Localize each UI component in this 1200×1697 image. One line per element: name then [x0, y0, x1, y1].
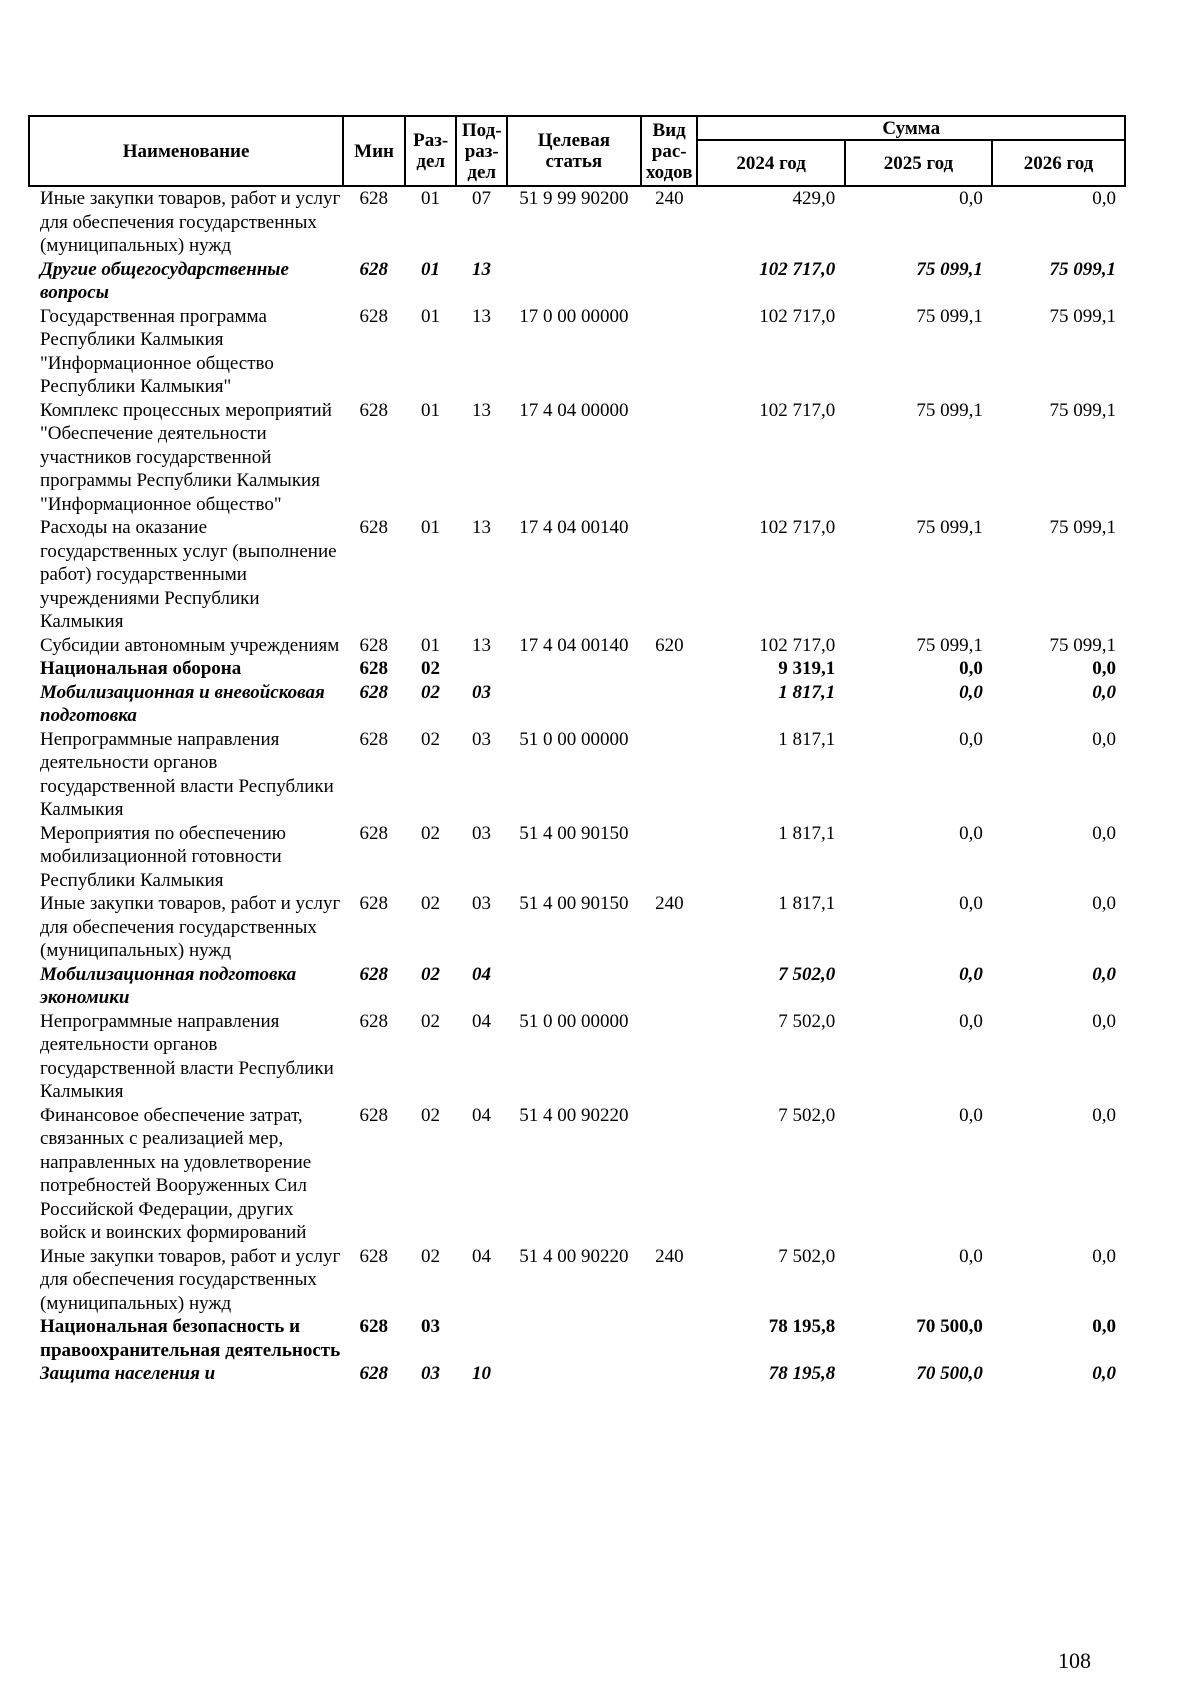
- row-min: 628: [359, 728, 388, 750]
- row-2025: 0,0: [959, 893, 983, 914]
- row-2024: 7 502,0: [778, 1104, 836, 1126]
- row-2026: 0,0: [1092, 188, 1116, 209]
- row-vid: [641, 963, 698, 1010]
- row-target: 51 4 00 90220: [519, 1104, 629, 1126]
- row-2025: 75 099,1: [916, 258, 983, 280]
- row-vid: [641, 1362, 698, 1386]
- row-2026: 0,0: [1092, 1363, 1116, 1384]
- row-target: 51 0 00 00000: [519, 728, 629, 750]
- row-2025: 0,0: [959, 728, 983, 750]
- row-2026: 75 099,1: [1049, 517, 1116, 538]
- row-min: 628: [359, 1010, 388, 1032]
- row-2026: 0,0: [1092, 658, 1116, 679]
- header-sum: Сумма: [697, 116, 1125, 140]
- header-target: Целевая статья: [507, 116, 641, 186]
- row-vid: [641, 681, 698, 728]
- row-min: 628: [359, 1245, 388, 1267]
- row-name: Мероприятия по обеспечению мобилизационной готовности Республики Калмыкия: [40, 822, 286, 891]
- row-min: 628: [359, 681, 388, 703]
- row-name: Расходы на оказание государственных услуг (выполнение работ) государственными учреждениями Республики Калмыкия: [40, 517, 337, 632]
- row-2025: 0,0: [959, 188, 983, 209]
- table-row: [28, 399, 1126, 517]
- row-2024: 102 717,0: [759, 399, 836, 421]
- row-target: 17 4 04 00000: [519, 399, 629, 421]
- row-target: 51 4 00 90220: [519, 1245, 629, 1267]
- row-min: 628: [359, 658, 388, 679]
- table-row: [28, 681, 1126, 728]
- row-2024: 7 502,0: [778, 1245, 836, 1267]
- table-row: [28, 305, 1126, 399]
- row-2025: 75 099,1: [916, 634, 983, 656]
- row-podrazdel: 13: [472, 258, 492, 280]
- row-min: 628: [359, 188, 388, 209]
- row-2025: 0,0: [959, 963, 983, 985]
- row-razdel: 02: [420, 728, 440, 750]
- row-podrazdel: [456, 1315, 507, 1362]
- row-vid: [641, 258, 698, 305]
- row-2024: 9 319,1: [778, 658, 836, 679]
- table-row: [28, 1104, 1126, 1245]
- row-2026: 75 099,1: [1049, 258, 1116, 280]
- row-2025: 0,0: [959, 1245, 983, 1267]
- row-min: 628: [359, 258, 388, 280]
- row-name: Иные закупки товаров, работ и услуг для обеспечения государственных (муниципальных) нужд: [40, 1245, 341, 1314]
- row-2024: 1 817,1: [778, 822, 836, 844]
- row-2024: 1 817,1: [778, 728, 836, 750]
- row-name: Субсидии автономным учреждениям: [40, 634, 340, 656]
- header-vid: Вид рас- ходов: [641, 116, 698, 186]
- row-vid: [641, 1104, 698, 1245]
- table-header: [28, 115, 1126, 187]
- header-year-2025: 2025 год: [845, 140, 992, 186]
- row-2024: 7 502,0: [778, 1010, 836, 1032]
- row-razdel: 01: [420, 258, 440, 280]
- header-podrazdel: Под- раз- дел: [456, 116, 506, 186]
- row-podrazdel: 04: [472, 963, 492, 985]
- table-row: [28, 1362, 1126, 1386]
- row-2025: 75 099,1: [916, 305, 983, 327]
- row-razdel: 01: [420, 634, 440, 656]
- row-2025: 70 500,0: [916, 1363, 983, 1384]
- row-name: Иные закупки товаров, работ и услуг для обеспечения государственных (муниципальных) нужд: [40, 893, 341, 961]
- row-2026: 0,0: [1092, 1245, 1116, 1267]
- row-min: 628: [359, 1316, 388, 1337]
- row-target: [507, 258, 641, 305]
- row-target: 17 0 00 00000: [519, 305, 629, 327]
- row-2024: 102 717,0: [759, 517, 836, 538]
- table-row: [28, 728, 1126, 822]
- row-razdel: 02: [420, 1104, 440, 1126]
- row-vid: [641, 822, 698, 893]
- row-vid: [641, 516, 698, 634]
- row-razdel: 01: [420, 517, 440, 538]
- row-2024: 102 717,0: [759, 258, 836, 280]
- row-2024: 429,0: [792, 188, 836, 209]
- header-year-2026: 2026 год: [992, 140, 1125, 186]
- row-podrazdel: 10: [472, 1363, 492, 1384]
- row-2024: 1 817,1: [778, 681, 836, 703]
- row-razdel: 02: [420, 658, 440, 679]
- row-target: [507, 1362, 641, 1386]
- row-vid: [641, 728, 698, 822]
- row-podrazdel: 03: [472, 728, 492, 750]
- table-row: [28, 822, 1126, 893]
- row-2025: 0,0: [959, 1010, 983, 1032]
- row-2024: 7 502,0: [778, 963, 836, 985]
- row-name: Мобилизационная и вневойсковая подготовка: [40, 681, 325, 726]
- row-2026: 0,0: [1092, 1104, 1116, 1126]
- row-name: Финансовое обеспечение затрат, связанных с реализацией мер, направленных на удовлетворение потребностей Вооруженных Сил Российской Федерации, других войск и воинских формирований: [40, 1104, 312, 1243]
- row-2024: 1 817,1: [778, 893, 836, 914]
- row-min: 628: [359, 399, 388, 421]
- row-name: Национальная безопасность и правоохранительная деятельность: [40, 1316, 341, 1361]
- row-name: Непрограммные направления деятельности органов государственной власти Республики Калмыкия: [40, 728, 334, 820]
- table-row: [28, 892, 1126, 963]
- row-razdel: 03: [420, 1316, 440, 1337]
- row-2025: 70 500,0: [916, 1316, 983, 1337]
- row-vid: 240: [655, 893, 684, 914]
- row-podrazdel: 04: [472, 1010, 492, 1032]
- row-razdel: 02: [420, 893, 440, 914]
- row-name: Комплекс процессных мероприятий "Обеспечение деятельности участников государственной программы Республики Калмыкия "Информационное общество": [40, 399, 332, 515]
- row-min: 628: [359, 634, 388, 656]
- row-min: 628: [359, 893, 388, 914]
- row-2026: 0,0: [1092, 681, 1116, 703]
- row-name: Мобилизационная подготовка экономики: [40, 963, 297, 1008]
- row-target: 51 4 00 90150: [519, 893, 629, 914]
- row-name: Иные закупки товаров, работ и услуг для обеспечения государственных (муниципальных) нужд: [40, 188, 341, 256]
- row-2026: 0,0: [1092, 1010, 1116, 1032]
- row-2025: 75 099,1: [916, 399, 983, 421]
- table-row: [28, 963, 1126, 1010]
- table-body: [28, 187, 1126, 1386]
- row-vid: [641, 399, 698, 517]
- row-2026: 75 099,1: [1049, 634, 1116, 656]
- row-target: 51 9 99 90200: [519, 188, 629, 209]
- row-podrazdel: [456, 657, 507, 681]
- row-razdel: 02: [420, 681, 440, 703]
- row-vid: [641, 305, 698, 399]
- row-2026: 0,0: [1092, 893, 1116, 914]
- header-year-2024: 2024 год: [697, 140, 844, 186]
- row-vid: [641, 1315, 698, 1362]
- table-row: [28, 1245, 1126, 1316]
- row-podrazdel: 13: [472, 517, 492, 538]
- row-2025: 0,0: [959, 658, 983, 679]
- row-target: [507, 657, 641, 681]
- row-vid: 620: [655, 634, 684, 656]
- row-min: 628: [359, 1363, 388, 1384]
- row-razdel: 01: [420, 399, 440, 421]
- row-target: [507, 963, 641, 1010]
- row-2024: 102 717,0: [759, 634, 836, 656]
- header-name: Наименование: [29, 116, 343, 186]
- row-name: Национальная оборона: [40, 658, 242, 679]
- row-2025: 0,0: [959, 1104, 983, 1126]
- row-target: [507, 1315, 641, 1362]
- row-podrazdel: 13: [472, 634, 492, 656]
- header-min: Мин: [343, 116, 405, 186]
- table-row: [28, 657, 1126, 681]
- row-razdel: 02: [420, 963, 440, 985]
- row-podrazdel: 03: [472, 822, 492, 844]
- table-row: [28, 634, 1126, 658]
- row-podrazdel: 04: [472, 1245, 492, 1267]
- row-razdel: 01: [420, 305, 440, 327]
- row-podrazdel: 13: [472, 305, 492, 327]
- row-min: 628: [359, 963, 388, 985]
- row-podrazdel: 04: [472, 1104, 492, 1126]
- table-row: [28, 187, 1126, 258]
- row-2026: 0,0: [1092, 1316, 1116, 1337]
- row-vid: [641, 657, 698, 681]
- table-row: [28, 258, 1126, 305]
- table-row: [28, 1315, 1126, 1362]
- row-target: 51 4 00 90150: [519, 822, 629, 844]
- table-row: [28, 1010, 1126, 1104]
- row-podrazdel: 03: [472, 893, 492, 914]
- row-2026: 0,0: [1092, 728, 1116, 750]
- row-podrazdel: 03: [472, 681, 492, 703]
- row-min: 628: [359, 517, 388, 538]
- row-2024: 78 195,8: [768, 1363, 836, 1384]
- row-target: [507, 681, 641, 728]
- row-min: 628: [359, 1104, 388, 1126]
- row-name: Непрограммные направления деятельности органов государственной власти Республики Калмыкия: [40, 1010, 334, 1102]
- row-target: 51 0 00 00000: [519, 1010, 629, 1032]
- row-name: Защита населения и: [40, 1363, 216, 1384]
- row-2024: 102 717,0: [759, 305, 836, 327]
- row-razdel: 03: [420, 1363, 440, 1384]
- row-podrazdel: 07: [472, 188, 492, 209]
- row-target: 17 4 04 00140: [519, 517, 629, 538]
- row-2024: 78 195,8: [768, 1316, 836, 1337]
- table-row: [28, 516, 1126, 634]
- row-razdel: 01: [420, 188, 440, 209]
- row-2025: 0,0: [959, 681, 983, 703]
- row-razdel: 02: [420, 822, 440, 844]
- page-number: 108: [1058, 1648, 1091, 1673]
- row-vid: [641, 1010, 698, 1104]
- row-name: Другие общегосударственные вопросы: [40, 258, 289, 303]
- row-vid: 240: [655, 188, 684, 209]
- row-podrazdel: 13: [472, 399, 492, 421]
- row-2026: 75 099,1: [1049, 305, 1116, 327]
- row-target: 17 4 04 00140: [519, 634, 629, 656]
- row-vid: 240: [655, 1245, 684, 1267]
- row-2025: 0,0: [959, 822, 983, 844]
- row-min: 628: [359, 822, 388, 844]
- row-2025: 75 099,1: [916, 517, 983, 538]
- row-2026: 0,0: [1092, 963, 1116, 985]
- row-min: 628: [359, 305, 388, 327]
- row-2026: 75 099,1: [1049, 399, 1116, 421]
- row-razdel: 02: [420, 1245, 440, 1267]
- row-razdel: 02: [420, 1010, 440, 1032]
- row-2026: 0,0: [1092, 822, 1116, 844]
- row-name: Государственная программа Республики Калмыкия "Информационное общество Республики Калмыкия": [40, 305, 274, 397]
- header-razdel: Раз- дел: [405, 116, 457, 186]
